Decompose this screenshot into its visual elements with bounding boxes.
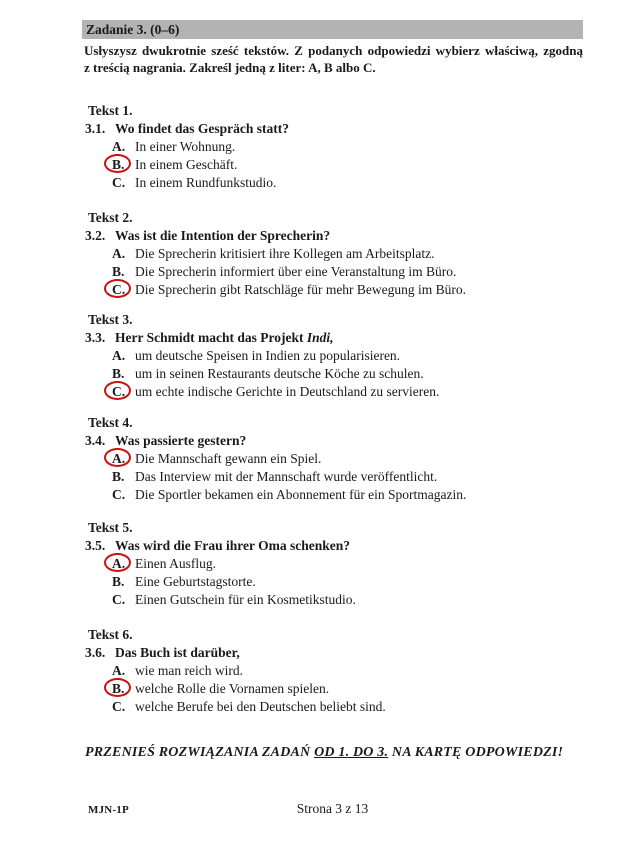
question-3-4 (82, 432, 583, 450)
option-letter: A. (112, 246, 126, 261)
option-text: Einen Gutschein für ein Kosmetikstudio. (135, 592, 356, 607)
option-text: um echte indische Gerichte in Deutschland zu servieren. (135, 384, 440, 399)
answer-option (82, 156, 583, 174)
section-tekst-5 (82, 519, 583, 609)
section-title: Tekst 6. (88, 627, 133, 642)
section-tekst-6 (82, 626, 583, 716)
question-italic-text: Indi, (306, 330, 334, 345)
option-text: Einen Ausflug. (135, 556, 216, 571)
transfer-underlined: OD 1. DO 3. (314, 745, 389, 760)
option-text: welche Berufe bei den Deutschen beliebt sind. (135, 699, 386, 714)
option-text: welche Rolle die Vornamen spielen. (135, 681, 330, 696)
option-text: wie man reich wird. (135, 663, 243, 678)
question-number: 3.3. (85, 330, 106, 345)
option-letter: A. (112, 555, 135, 573)
option-text: Die Sprecherin informiert über eine Veranstaltung im Büro. (135, 264, 457, 279)
option-text: Die Sportler bekamen ein Abonnement für ein Sportmagazin. (135, 487, 467, 502)
question-3-3 (82, 329, 583, 347)
option-letter: C. (112, 487, 126, 502)
answer-option (82, 138, 583, 156)
exam-content (82, 0, 583, 855)
answer-option (82, 555, 583, 573)
option-letter: B. (112, 469, 125, 484)
question-3-2 (82, 227, 583, 245)
option-text: Die Sprecherin kritisiert ihre Kollegen am Arbeitsplatz. (135, 246, 435, 261)
answer-option (82, 591, 583, 609)
question-3-6 (82, 644, 583, 662)
question-number: 3.1. (85, 121, 106, 136)
answer-option (82, 281, 583, 299)
intro-line-1: Usłyszysz dwukrotnie sześć tekstów. Z podanych odpowiedzi wybierz właściwą, zgodną (84, 43, 583, 58)
option-text: In einer Wohnung. (135, 139, 236, 154)
answer-option (82, 468, 583, 486)
question-text: Was wird die Frau ihrer Oma schenken? (115, 538, 351, 553)
question-text: Das Buch ist darüber, (115, 645, 240, 660)
question-text: Was passierte gestern? (115, 433, 247, 448)
section-title: Tekst 3. (88, 312, 133, 327)
option-text: Das Interview mit der Mannschaft wurde veröffentlicht. (135, 469, 438, 484)
option-text: Eine Geburtstagstorte. (135, 574, 256, 589)
answer-option (82, 347, 583, 365)
section-title: Tekst 5. (88, 520, 133, 535)
task-header: Zadanie 3. (0–6) (82, 20, 583, 39)
option-text: um deutsche Speisen in Indien zu popularisieren. (135, 348, 401, 363)
option-text: In einem Geschäft. (135, 157, 238, 172)
option-letter: C. (112, 699, 126, 714)
question-text: Herr Schmidt macht das Projekt (115, 330, 304, 345)
answer-option (82, 245, 583, 263)
form-code: MJN-1P (88, 804, 129, 816)
option-letter: A. (112, 348, 126, 363)
option-text: Die Sprecherin gibt Ratschläge für mehr Bewegung im Büro. (135, 282, 467, 297)
option-letter: C. (112, 383, 135, 401)
answer-option (82, 662, 583, 680)
option-text: Die Mannschaft gewann ein Spiel. (135, 451, 322, 466)
option-letter: A. (112, 450, 135, 468)
section-title: Tekst 2. (88, 210, 133, 225)
section-tekst-3 (82, 311, 583, 401)
question-number: 3.2. (85, 228, 106, 243)
section-title: Tekst 1. (88, 103, 133, 118)
option-letter: C. (112, 592, 126, 607)
option-letter: B. (112, 574, 125, 589)
option-letter: B. (112, 264, 125, 279)
option-letter: C. (112, 281, 135, 299)
question-3-5 (82, 537, 583, 555)
answer-option (82, 383, 583, 401)
option-letter: B. (112, 680, 135, 698)
section-title: Tekst 4. (88, 415, 133, 430)
answer-option (82, 174, 583, 192)
section-tekst-2 (82, 209, 583, 299)
answer-option (82, 680, 583, 698)
option-letter: A. (112, 139, 126, 154)
page-footer (82, 801, 583, 819)
section-tekst-4 (82, 414, 583, 504)
transfer-post: NA KARTĘ ODPOWIEDZI! (388, 745, 564, 760)
option-letter: B. (112, 366, 125, 381)
transfer-instruction (85, 744, 583, 762)
answer-option (82, 365, 583, 383)
option-text: um in seinen Restaurants deutsche Köche zu schulen. (135, 366, 424, 381)
option-text: In einem Rundfunkstudio. (135, 175, 277, 190)
answer-option (82, 450, 583, 468)
intro-line-2: z treścią nagrania. Zakreśl jedną z liter: A, B albo C. (84, 60, 376, 75)
question-text: Wo findet das Gespräch statt? (115, 121, 290, 136)
answer-option (82, 573, 583, 591)
question-number: 3.6. (85, 645, 106, 660)
option-letter: B. (112, 156, 135, 174)
option-letter: C. (112, 175, 126, 190)
answer-option (82, 486, 583, 504)
question-number: 3.4. (85, 433, 106, 448)
answer-option (82, 698, 583, 716)
question-text: Was ist die Intention der Sprecherin? (115, 228, 331, 243)
question-number: 3.5. (85, 538, 106, 553)
option-letter: A. (112, 663, 126, 678)
question-3-1 (82, 120, 583, 138)
transfer-pre: PRZENIEŚ ROZWIĄZANIA ZADAŃ (85, 745, 315, 760)
page-number: Strona 3 z 13 (296, 801, 369, 816)
answer-option (82, 263, 583, 281)
section-tekst-1 (82, 102, 583, 192)
